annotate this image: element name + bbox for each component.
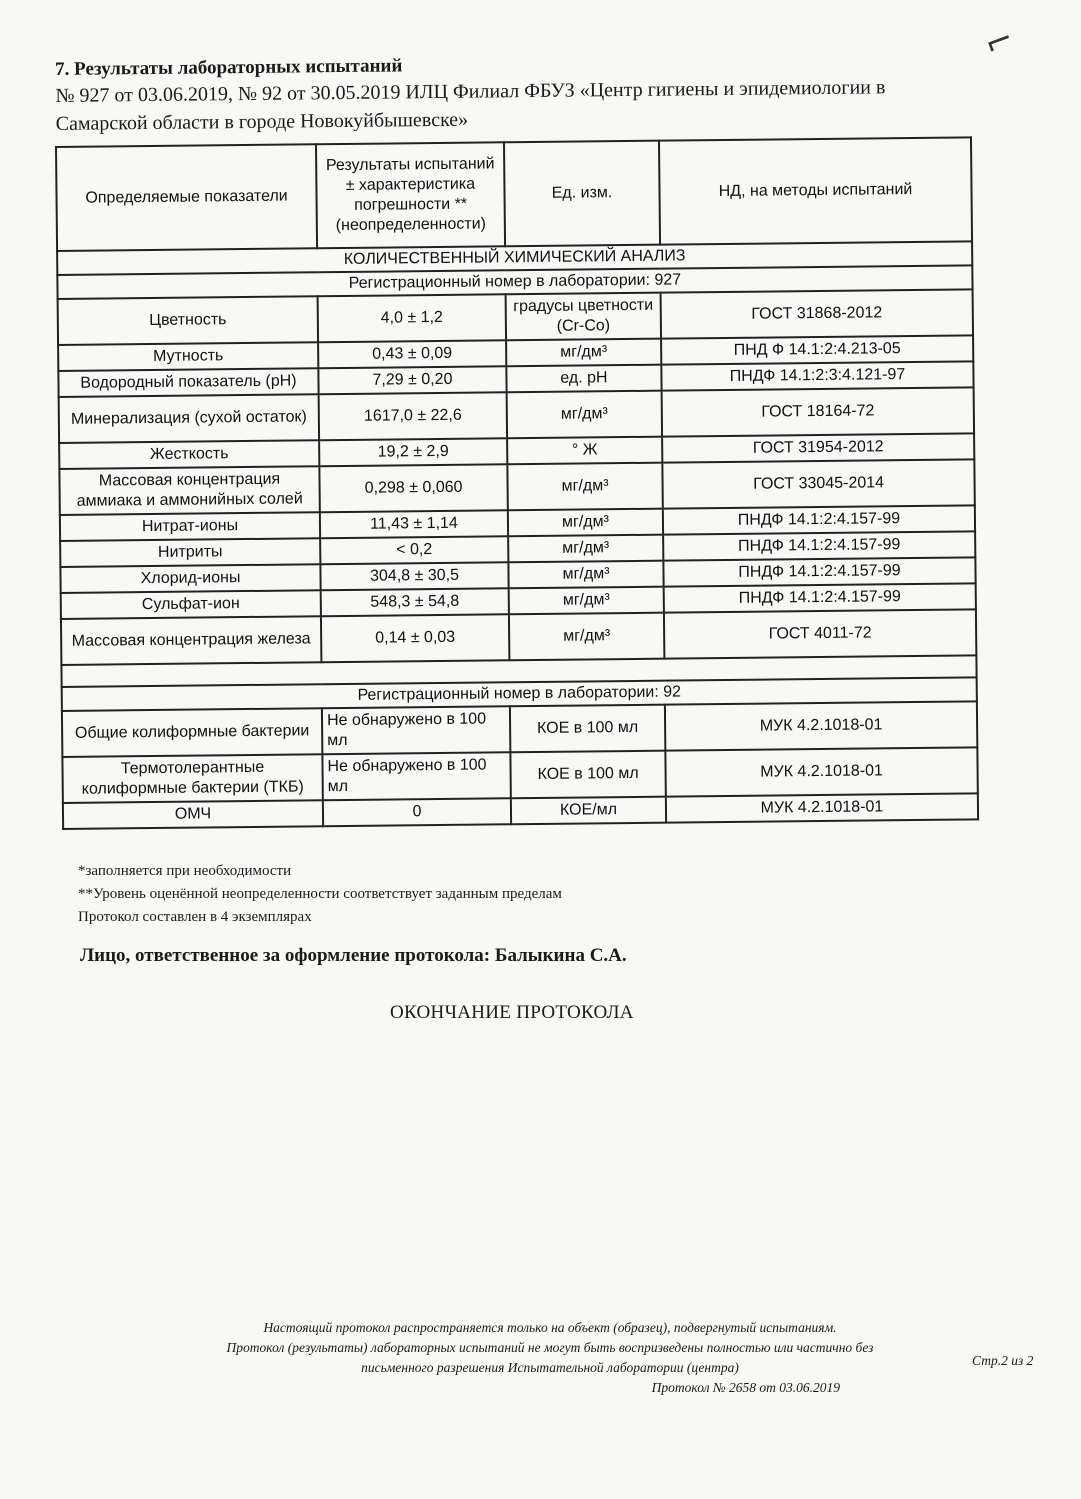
result-value: 4,0 ± 1,2 bbox=[318, 294, 506, 342]
responsible-person: Лицо, ответственное за оформление протокола: Балыкина С.А. bbox=[80, 945, 627, 966]
page-footer bbox=[190, 1318, 910, 1398]
column-header: Результаты испытаний ± характеристика погрешности **(неопределенности) bbox=[316, 142, 505, 248]
method-value: ПНДФ 14.1:2:4.157-99 bbox=[664, 583, 976, 612]
unit-value: мг/дм³ bbox=[508, 535, 663, 563]
registration-label: Регистрационный номер в лаборатории: 92 bbox=[62, 677, 977, 711]
unit-value: мг/дм³ bbox=[508, 561, 663, 589]
method-value: ПНД Ф 14.1:2:4.213-05 bbox=[661, 335, 973, 364]
footer-protocol-ref: Протокол № 2658 от 03.06.2019 bbox=[651, 1380, 840, 1395]
result-value: 0 bbox=[323, 798, 511, 826]
unit-value: мг/дм³ bbox=[507, 391, 662, 439]
footnote: **Уровень оценённой неопределенности соответствует заданным пределам bbox=[78, 886, 562, 902]
results-table bbox=[55, 136, 979, 830]
header bbox=[55, 48, 1016, 138]
unit-value: мг/дм³ bbox=[506, 339, 661, 367]
indicator-name: Мутность bbox=[58, 342, 318, 371]
column-header: НД, на методы испытаний bbox=[659, 137, 972, 244]
handwritten-mark: ⌐ bbox=[979, 18, 1020, 66]
indicator-name: Общие колиформные бактерии bbox=[62, 708, 322, 757]
indicator-name: Массовая концентрация железа bbox=[61, 616, 321, 665]
page-number: Стр.2 из 2 bbox=[972, 1353, 1034, 1368]
registration-label: Регистрационный номер в лаборатории: 927 bbox=[57, 265, 972, 299]
unit-value: ° Ж bbox=[507, 437, 662, 465]
indicator-name: Сульфат-ион bbox=[61, 590, 321, 619]
indicator-name: ОМЧ bbox=[63, 800, 323, 829]
method-value: МУК 4.2.1018-01 bbox=[666, 793, 978, 822]
indicator-name: Хлорид-ионы bbox=[60, 564, 320, 593]
method-value: ПНДФ 14.1:2:3:4.121-97 bbox=[661, 361, 973, 390]
indicator-name: Минерализация (сухой остаток) bbox=[59, 394, 319, 443]
unit-value: КОЕ в 100 мл bbox=[510, 705, 665, 753]
footer-line: письменного разрешения Испытательной лаборатории (центра) bbox=[361, 1360, 739, 1375]
indicator-name: Массовая концентрация аммиака и аммонийных солей bbox=[59, 466, 319, 515]
result-value: 1617,0 ± 22,6 bbox=[319, 392, 507, 440]
protocol-reference: № 927 от 03.06.2019, № 92 от 30.05.2019 ИЛЦ Филиал ФБУЗ «Центр гигиены и эпидемиологии в bbox=[55, 76, 886, 107]
indicator-name: Водородный показатель (рН) bbox=[58, 368, 318, 397]
result-value: 0,43 ± 0,09 bbox=[318, 340, 506, 368]
unit-value: мг/дм³ bbox=[507, 463, 662, 511]
results-table-wrap bbox=[55, 136, 977, 830]
protocol-reference-cont: Самарской области в городе Новокуйбышевске» bbox=[55, 108, 469, 135]
method-value: МУК 4.2.1018-01 bbox=[665, 747, 977, 796]
method-value: ПНДФ 14.1:2:4.157-99 bbox=[663, 505, 975, 534]
indicator-name: Жесткость bbox=[59, 440, 319, 469]
section-title: 7. Результаты лабораторных испытаний bbox=[55, 55, 403, 80]
indicator-name: Термотолерантные колиформные бактерии (ТКБ) bbox=[62, 754, 322, 803]
end-of-protocol: ОКОНЧАНИЕ ПРОТОКОЛА bbox=[390, 1002, 634, 1023]
result-value: 7,29 ± 0,20 bbox=[318, 366, 506, 394]
method-value: ГОСТ 33045-2014 bbox=[662, 459, 974, 508]
footer-line: Настоящий протокол распространяется только на объект (образец), подвергнутый испытаниям. bbox=[263, 1320, 837, 1335]
result-value: Не обнаружено в 100 мл bbox=[322, 706, 510, 754]
unit-value: КОЕ в 100 мл bbox=[510, 751, 665, 799]
unit-value: ед. рН bbox=[506, 365, 661, 393]
result-value: 304,8 ± 30,5 bbox=[320, 562, 508, 590]
footer-line: Протокол (результаты) лабораторных испытаний не могут быть воспризведены полностью или частично без bbox=[226, 1340, 874, 1355]
result-value: 0,298 ± 0,060 bbox=[319, 464, 507, 512]
footnotes bbox=[78, 860, 778, 929]
footnote: Протокол составлен в 4 экземплярах bbox=[78, 909, 312, 925]
method-value: МУК 4.2.1018-01 bbox=[665, 701, 977, 750]
footnote: *заполняется при необходимости bbox=[78, 863, 292, 879]
column-header: Определяемые показатели bbox=[56, 144, 317, 251]
column-header: Ед. изм. bbox=[504, 141, 660, 247]
method-value: ГОСТ 31868-2012 bbox=[661, 289, 973, 338]
result-value: 0,14 ± 0,03 bbox=[321, 614, 509, 662]
result-value: Не обнаружено в 100 мл bbox=[322, 752, 510, 800]
unit-value: КОЕ/мл bbox=[511, 797, 666, 825]
method-value: ПНДФ 14.1:2:4.157-99 bbox=[663, 557, 975, 586]
indicator-name: Нитрат-ионы bbox=[60, 512, 320, 541]
unit-value: мг/дм³ bbox=[508, 509, 663, 537]
unit-value: мг/дм³ bbox=[509, 587, 664, 615]
method-value: ГОСТ 18164-72 bbox=[662, 387, 974, 436]
method-value: ПНДФ 14.1:2:4.157-99 bbox=[663, 531, 975, 560]
unit-value: градусы цветности (Cr-Co) bbox=[506, 293, 661, 341]
unit-value: мг/дм³ bbox=[509, 613, 664, 661]
result-value: 11,43 ± 1,14 bbox=[320, 510, 508, 538]
method-value: ГОСТ 4011-72 bbox=[664, 609, 976, 658]
section-label: КОЛИЧЕСТВЕННЫЙ ХИМИЧЕСКИЙ АНАЛИЗ bbox=[57, 241, 972, 275]
result-value: 19,2 ± 2,9 bbox=[319, 438, 507, 466]
result-value: < 0,2 bbox=[320, 536, 508, 564]
method-value: ГОСТ 31954-2012 bbox=[662, 433, 974, 462]
table-header-row bbox=[56, 137, 972, 251]
indicator-name: Цветность bbox=[58, 296, 318, 345]
result-value: 548,3 ± 54,8 bbox=[321, 588, 509, 616]
indicator-name: Нитриты bbox=[60, 538, 320, 567]
